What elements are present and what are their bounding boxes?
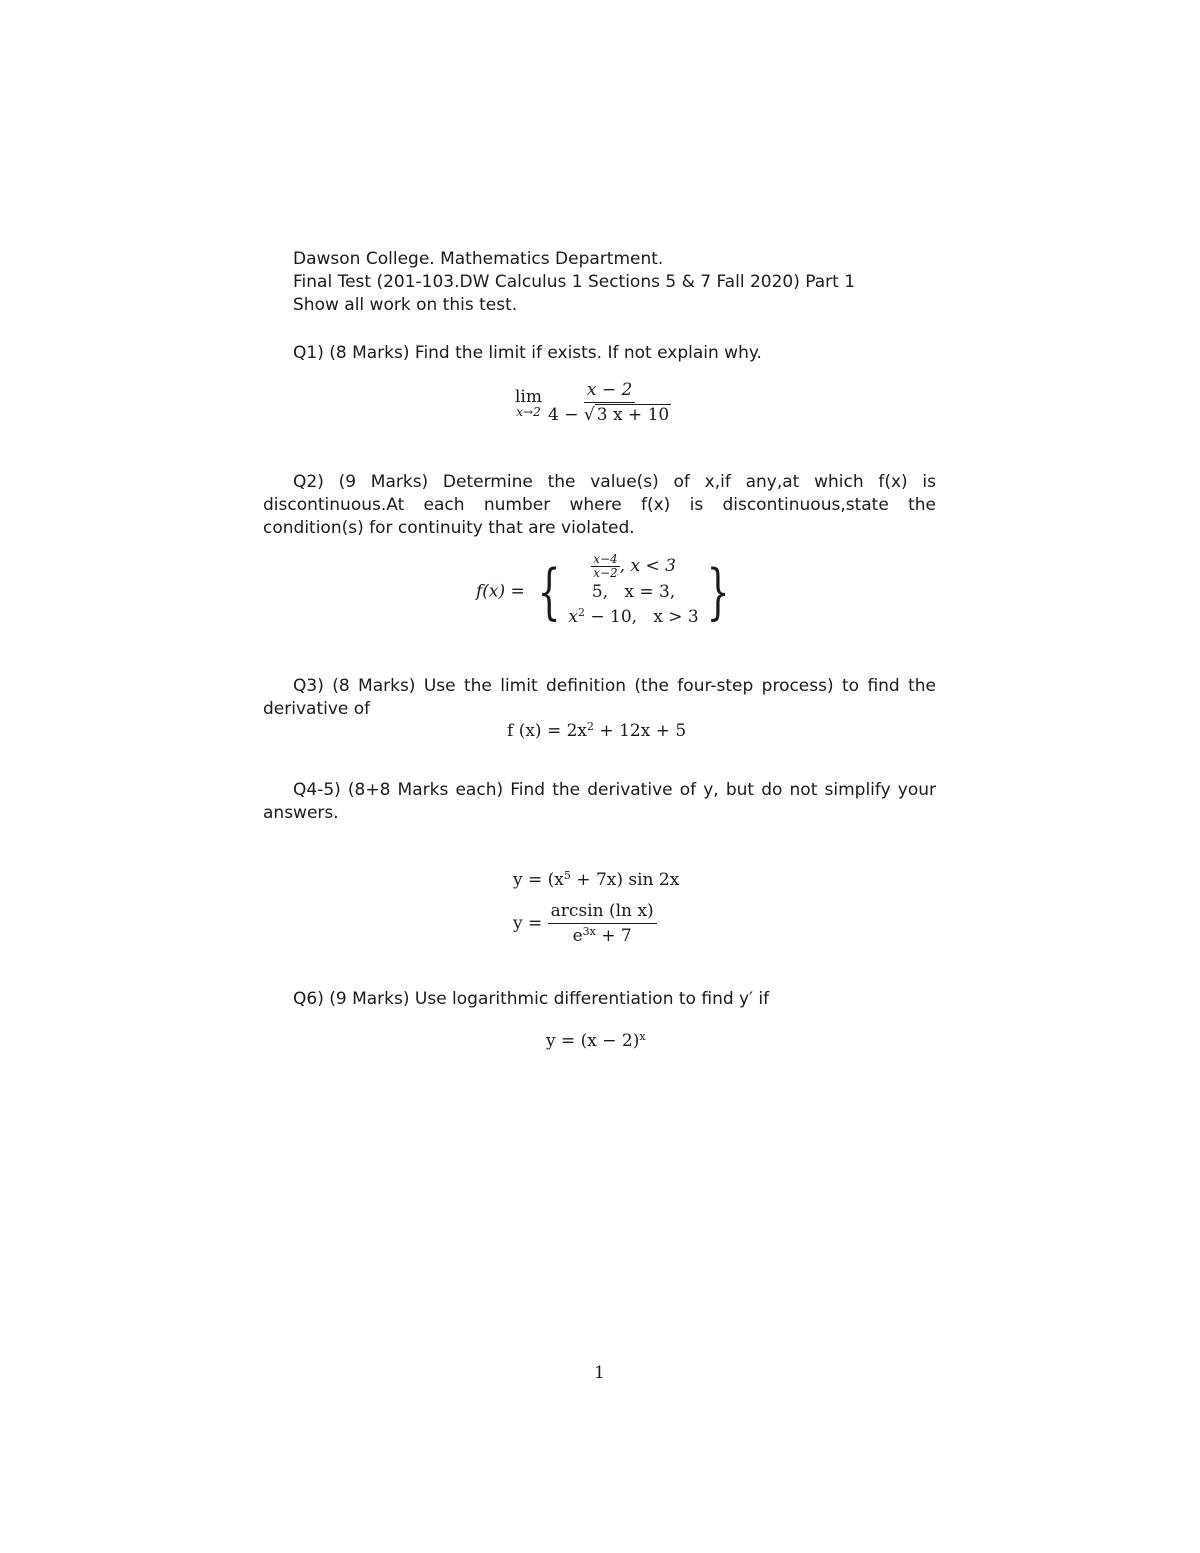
q3-prompt-text: Q3) (8 Marks) Use the limit definition (the four-step process) to find the derivative of [263, 676, 936, 719]
q4-equation [513, 870, 679, 890]
q3-exponent: 2 [587, 720, 595, 733]
q2-case-3 [568, 605, 698, 630]
q3-rhs: + 12x + 5 [594, 721, 687, 741]
q2-lhs: f(x) = [476, 581, 531, 602]
q4-exponent: 5 [563, 869, 571, 882]
q1-den-left: 4 − [548, 405, 584, 425]
q5-den-rest: + 7 [595, 926, 632, 946]
q3-lhs: f (x) = 2x [507, 721, 588, 741]
q6-prompt: Q6) (9 Marks) Use logarithmic differentiation to find y′ if [293, 989, 770, 1009]
q1-lim-subscript: x→2 [516, 404, 541, 419]
left-brace: { [537, 556, 561, 627]
q3-function [507, 721, 686, 741]
q2-case3-base: x [568, 607, 578, 627]
q45-prompt [263, 779, 936, 825]
q5-den-base: e [572, 926, 583, 946]
q1-fraction [545, 380, 674, 425]
q2-case1-num: x−4 [593, 552, 618, 566]
right-brace: } [706, 556, 730, 627]
q2-case3-exponent: 2 [577, 606, 585, 619]
q1-lim-operator [515, 388, 542, 418]
q5-numerator: arcsin (ln x) [548, 901, 657, 924]
q2-case1-condition: , x < 3 [619, 556, 676, 576]
q5-denominator [570, 924, 635, 946]
q1-lim-word: lim [515, 386, 542, 407]
q5-lhs: y = [513, 913, 548, 934]
q5-fraction [548, 901, 657, 946]
q1-denominator [545, 403, 674, 425]
q1-prompt: Q1) (8 Marks) Find the limit if exists. If not explain why. [293, 343, 762, 363]
q6-equation [546, 1031, 646, 1051]
header-line-college: Dawson College. Mathematics Department. [293, 249, 664, 269]
q6-eq-base: y = (x − 2) [546, 1031, 640, 1051]
q2-cases [568, 553, 698, 630]
page-number: 1 [594, 1363, 605, 1383]
header-line-test-title: Final Test (201-103.DW Calculus 1 Sections 5 & 7 Fall 2020) Part 1 [293, 272, 856, 292]
q3-prompt [263, 675, 936, 721]
q2-piecewise-function [476, 553, 737, 630]
q45-prompt-text: Q4-5) (8+8 Marks each) Find the derivative of y, but do not simplify your answers. [263, 780, 936, 823]
q1-numerator: x − 2 [584, 380, 635, 403]
q1-limit-expression [515, 380, 674, 425]
q5-den-exponent: 3x [582, 925, 596, 938]
q4-eq-part-a: y = (x [513, 870, 564, 890]
header-line-instructions: Show all work on this test. [293, 295, 518, 315]
q2-prompt-text: Q2) (9 Marks) Determine the value(s) of x,if any,at which f(x) is discontinuous.At each number where f(x) is discontinuous,state the condition(s) for continuity that are violated. [263, 472, 936, 538]
q6-exponent: x [639, 1030, 646, 1043]
q2-case-1 [591, 553, 676, 580]
q2-case-2: 5, x = 3, [591, 582, 676, 602]
q2-prompt [263, 471, 936, 540]
q2-case1-fraction [591, 553, 619, 580]
q2-case1-den: x−2 [593, 566, 618, 580]
q4-eq-part-b: + 7x) sin 2x [570, 870, 680, 890]
q1-radicand: 3 x + 10 [596, 405, 670, 425]
q2-case3-rest: − 10, x > 3 [584, 607, 699, 627]
q5-equation [513, 901, 657, 946]
sqrt-symbol: √ [583, 405, 595, 425]
